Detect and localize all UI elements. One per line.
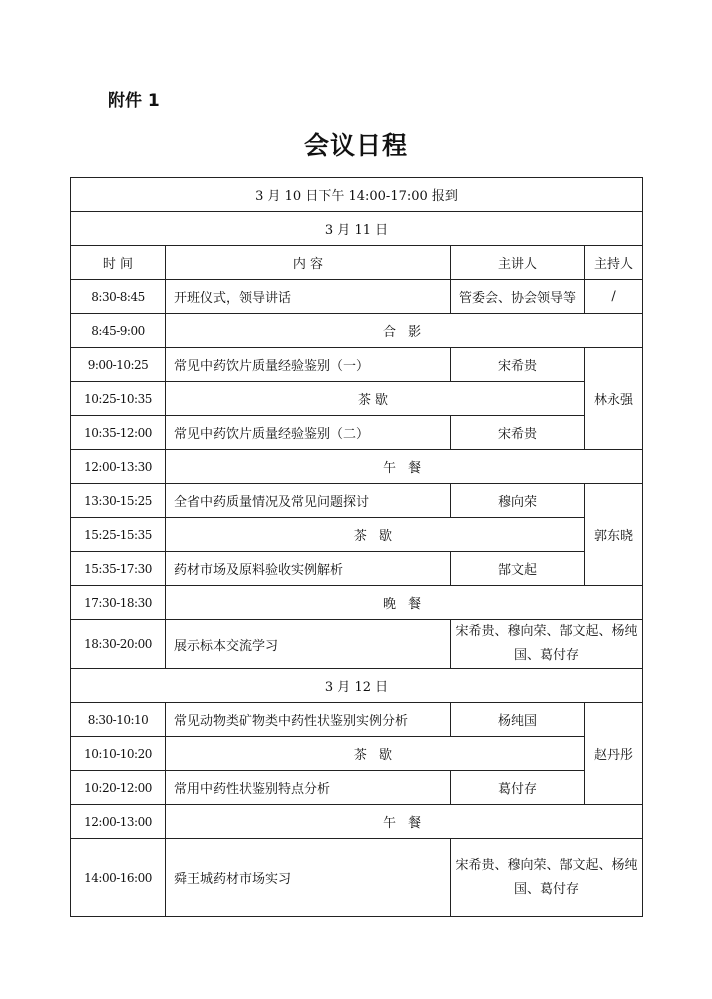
content-cell: 常见动物类矿物类中药性状鉴别实例分析 — [166, 703, 451, 737]
speaker-cell: 宋希贵、穆向荣、郜文起、杨纯国、葛付存 — [451, 620, 643, 669]
speaker-cell: 葛付存 — [451, 771, 585, 805]
host-cell: 郭东晓 — [585, 484, 643, 586]
time-cell: 18:30-20:00 — [71, 620, 166, 669]
table-row — [71, 484, 643, 518]
time-cell: 17:30-18:30 — [71, 586, 166, 620]
table-row — [71, 620, 643, 669]
time-cell: 15:25-15:35 — [71, 518, 166, 552]
header-host: 主持人 — [585, 246, 643, 280]
time-cell: 10:35-12:00 — [71, 416, 166, 450]
time-cell: 8:30-10:10 — [71, 703, 166, 737]
time-cell: 13:30-15:25 — [71, 484, 166, 518]
content-cell: 开班仪式，领导讲话 — [166, 280, 451, 314]
time-cell: 12:00-13:30 — [71, 450, 166, 484]
time-cell: 10:10-10:20 — [71, 737, 166, 771]
table-row — [71, 314, 643, 348]
content-cell: 常用中药性状鉴别特点分析 — [166, 771, 451, 805]
page-title: 会议日程 — [303, 131, 408, 160]
table-row — [71, 805, 643, 839]
speaker-cell: 管委会、协会领导等 — [451, 280, 585, 314]
day2-cell: 3 月 12 日 — [71, 669, 643, 703]
host-cell: / — [585, 280, 643, 314]
table-row — [71, 518, 643, 552]
break-cell: 合 影 — [166, 314, 643, 348]
table-row — [71, 839, 643, 917]
content-cell: 舜王城药材市场实习 — [166, 839, 451, 917]
content-cell: 药材市场及原料验收实例解析 — [166, 552, 451, 586]
host-cell: 林永强 — [585, 348, 643, 450]
table-row — [71, 348, 643, 382]
content-cell: 常见中药饮片质量经验鉴别（二） — [166, 416, 451, 450]
speaker-cell: 宋希贵 — [451, 348, 585, 382]
break-cell: 茶歇 — [166, 382, 585, 416]
speaker-cell: 郜文起 — [451, 552, 585, 586]
break-cell: 午 餐 — [166, 450, 643, 484]
time-cell: 9:00-10:25 — [71, 348, 166, 382]
table-row — [71, 737, 643, 771]
break-cell: 午 餐 — [166, 805, 643, 839]
column-header-row — [71, 246, 643, 280]
day-header-row — [71, 669, 643, 703]
host-cell: 赵丹彤 — [585, 703, 643, 805]
table-row — [71, 552, 643, 586]
time-cell: 8:30-8:45 — [71, 280, 166, 314]
content-cell: 全省中药质量情况及常见问题探讨 — [166, 484, 451, 518]
table-row — [71, 416, 643, 450]
time-cell: 12:00-13:00 — [71, 805, 166, 839]
speaker-cell: 杨纯国 — [451, 703, 585, 737]
header-speaker: 主讲人 — [451, 246, 585, 280]
break-cell: 茶 歇 — [166, 518, 585, 552]
break-cell: 茶 歇 — [166, 737, 585, 771]
time-cell: 15:35-17:30 — [71, 552, 166, 586]
schedule-table — [70, 177, 643, 917]
speaker-cell: 宋希贵、穆向荣、郜文起、杨纯国、葛付存 — [451, 839, 643, 917]
registration-cell: 3 月 10 日下午 14:00-17:00 报到 — [71, 178, 643, 212]
table-row — [71, 703, 643, 737]
attachment-label: 附件 1 — [108, 91, 160, 111]
content-cell: 常见中药饮片质量经验鉴别（一） — [166, 348, 451, 382]
speaker-cell: 宋希贵 — [451, 416, 585, 450]
table-row — [71, 450, 643, 484]
table-row — [71, 382, 643, 416]
day1-cell: 3 月 11 日 — [71, 212, 643, 246]
time-cell: 8:45-9:00 — [71, 314, 166, 348]
speaker-cell: 穆向荣 — [451, 484, 585, 518]
header-time: 时 间 — [71, 246, 166, 280]
time-cell: 10:20-12:00 — [71, 771, 166, 805]
registration-row — [71, 178, 643, 212]
content-cell: 展示标本交流学习 — [166, 620, 451, 669]
table-row — [71, 771, 643, 805]
header-content: 内 容 — [166, 246, 451, 280]
break-cell: 晚 餐 — [166, 586, 643, 620]
time-cell: 10:25-10:35 — [71, 382, 166, 416]
table-row — [71, 280, 643, 314]
time-cell: 14:00-16:00 — [71, 839, 166, 917]
day-header-row — [71, 212, 643, 246]
table-row — [71, 586, 643, 620]
